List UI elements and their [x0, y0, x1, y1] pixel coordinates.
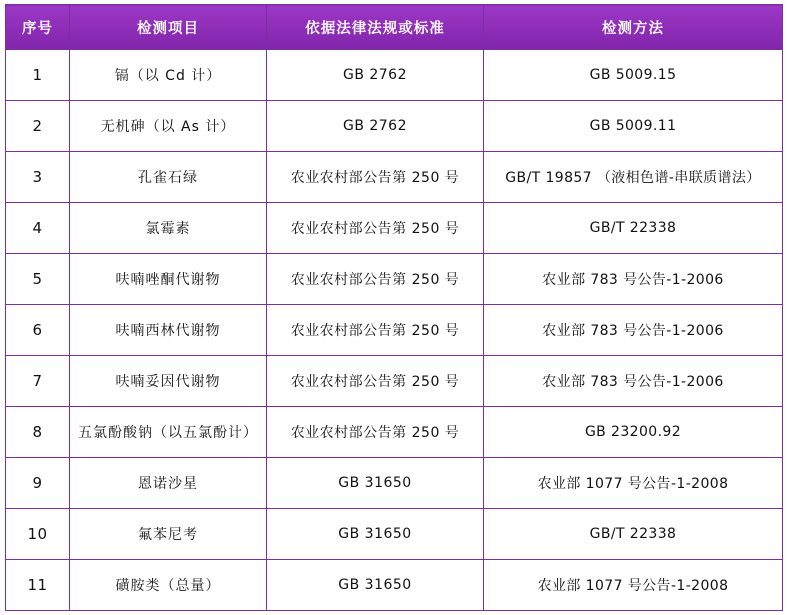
cell-no: 4: [6, 203, 70, 254]
cell-standard: GB 2762: [267, 101, 484, 152]
cell-no: 6: [6, 305, 70, 356]
cell-item: 呋喃西林代谢物: [70, 305, 267, 356]
cell-method: GB 5009.15: [484, 50, 783, 101]
cell-no: 11: [6, 560, 70, 611]
cell-method: 农业部 1077 号公告-1-2008: [484, 458, 783, 509]
cell-standard: GB 2762: [267, 50, 484, 101]
table-row: [6, 458, 783, 509]
cell-item: 氟苯尼考: [70, 509, 267, 560]
cell-item: 磺胺类（总量）: [70, 560, 267, 611]
cell-standard: 农业农村部公告第 250 号: [267, 203, 484, 254]
cell-no: 3: [6, 152, 70, 203]
cell-no: 10: [6, 509, 70, 560]
cell-item: 氯霉素: [70, 203, 267, 254]
cell-method: 农业部 783 号公告-1-2006: [484, 356, 783, 407]
cell-standard: GB 31650: [267, 560, 484, 611]
cell-standard: GB 31650: [267, 458, 484, 509]
cell-no: 8: [6, 407, 70, 458]
cell-standard: 农业农村部公告第 250 号: [267, 305, 484, 356]
table-header: [6, 5, 783, 50]
cell-no: 1: [6, 50, 70, 101]
table-row: [6, 50, 783, 101]
table-row: [6, 203, 783, 254]
table-row: [6, 407, 783, 458]
table-body: [6, 50, 783, 611]
cell-standard: 农业农村部公告第 250 号: [267, 152, 484, 203]
table-row: [6, 101, 783, 152]
cell-method: GB/T 22338: [484, 509, 783, 560]
table-row: [6, 509, 783, 560]
cell-standard: 农业农村部公告第 250 号: [267, 356, 484, 407]
cell-method: 农业部 783 号公告-1-2006: [484, 254, 783, 305]
cell-item: 恩诺沙星: [70, 458, 267, 509]
cell-item: 无机砷（以 As 计）: [70, 101, 267, 152]
cell-standard: 农业农村部公告第 250 号: [267, 254, 484, 305]
table-row: [6, 560, 783, 611]
cell-method: GB/T 22338: [484, 203, 783, 254]
cell-standard: 农业农村部公告第 250 号: [267, 407, 484, 458]
column-header-standard: 依据法律法规或标准: [267, 5, 484, 50]
cell-method: GB 23200.92: [484, 407, 783, 458]
cell-method: GB/T 19857 （液相色谱-串联质谱法）: [484, 152, 783, 203]
cell-no: 5: [6, 254, 70, 305]
cell-item: 孔雀石绿: [70, 152, 267, 203]
table-row: [6, 254, 783, 305]
cell-standard: GB 31650: [267, 509, 484, 560]
cell-item: 镉（以 Cd 计）: [70, 50, 267, 101]
column-header-method: 检测方法: [484, 5, 783, 50]
cell-item: 五氯酚酸钠（以五氯酚计）: [70, 407, 267, 458]
cell-item: 呋喃唑酮代谢物: [70, 254, 267, 305]
cell-no: 7: [6, 356, 70, 407]
cell-item: 呋喃妥因代谢物: [70, 356, 267, 407]
column-header-item: 检测项目: [70, 5, 267, 50]
table-row: [6, 356, 783, 407]
table-row: [6, 152, 783, 203]
column-header-no: 序号: [6, 5, 70, 50]
cell-no: 9: [6, 458, 70, 509]
cell-method: 农业部 783 号公告-1-2006: [484, 305, 783, 356]
table-row: [6, 305, 783, 356]
cell-no: 2: [6, 101, 70, 152]
detection-items-table: [5, 4, 783, 611]
cell-method: GB 5009.11: [484, 101, 783, 152]
table-header-row: [6, 5, 783, 50]
cell-method: 农业部 1077 号公告-1-2008: [484, 560, 783, 611]
